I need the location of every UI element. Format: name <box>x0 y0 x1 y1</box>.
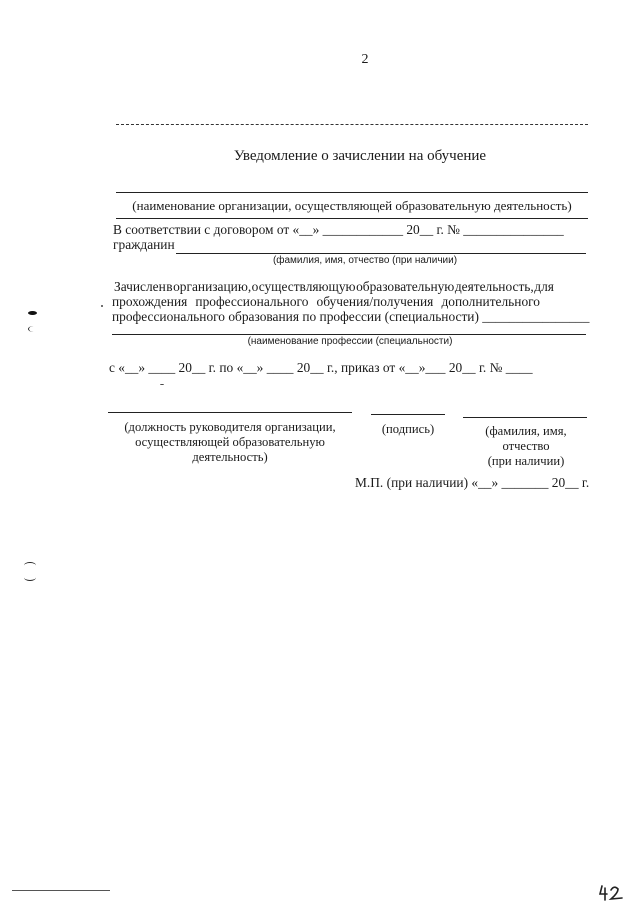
position-signature-line <box>108 412 352 413</box>
fio-caption: (фамилия, имя, отчество (при наличии) <box>272 255 458 266</box>
enrolled-word: деятельность, <box>454 279 534 294</box>
citizen-label: гражданин <box>113 237 175 252</box>
enrolled-word: образовательную <box>356 279 455 294</box>
binding-mark <box>28 326 39 332</box>
enrolled-word: прохождения <box>112 294 188 309</box>
signature-line <box>371 414 445 415</box>
position-caption: (должность руководителя организации, осуществляющей образовательную деятельность) <box>124 420 336 464</box>
enrolled-word: дополнительного <box>441 294 540 309</box>
document-title: Уведомление о зачислении на обучение <box>233 148 487 164</box>
citizen-name-line <box>176 253 586 254</box>
name-signature-line <box>463 417 587 418</box>
enrolled-word: для <box>534 279 554 294</box>
profession-line <box>112 334 586 335</box>
scan-speck <box>160 384 164 385</box>
stamp-line: М.П. (при наличии) «__» _______ 20__ г. <box>355 475 590 490</box>
enrolled-word: организацию, <box>173 279 252 294</box>
enrolled-word: в <box>166 279 173 294</box>
binding-mark <box>28 311 37 315</box>
name-caption: (фамилия, имя, отчество (при наличии) <box>485 424 567 468</box>
signature-caption: (подпись) <box>381 422 435 436</box>
profession-caption: (наименование профессии (специальности) <box>247 336 453 347</box>
contract-line: В соответствии с договором от «__» ____________ 20__ г. № _______________ <box>113 222 564 237</box>
cut-line <box>116 124 588 125</box>
organization-name-line-2 <box>116 218 588 219</box>
enrolled-line-1 <box>114 279 554 295</box>
organization-caption: (наименование организации, осуществляющей образовательную деятельность) <box>132 198 572 213</box>
binding-mark <box>24 574 36 581</box>
organization-name-line <box>116 192 588 193</box>
scan-speck <box>101 305 103 307</box>
enrolled-line-2 <box>112 294 540 310</box>
footer-stroke <box>12 890 110 891</box>
dates-order-line: с «__» ____ 20__ г. по «__» ____ 20__ г., приказ от «__»___ 20__ г. № ____ <box>109 360 533 375</box>
enrolled-word: Зачислен <box>114 279 166 294</box>
enrolled-word: обучения/получения <box>316 294 434 309</box>
enrolled-line-3: профессионального образования по профессии (специальности) ________________ <box>112 309 590 324</box>
enrolled-word: осуществляющую <box>251 279 356 294</box>
handwritten-page-number <box>598 884 630 902</box>
page-number: 2 <box>361 52 369 67</box>
binding-mark <box>24 562 36 569</box>
enrolled-word: профессионального <box>195 294 309 309</box>
